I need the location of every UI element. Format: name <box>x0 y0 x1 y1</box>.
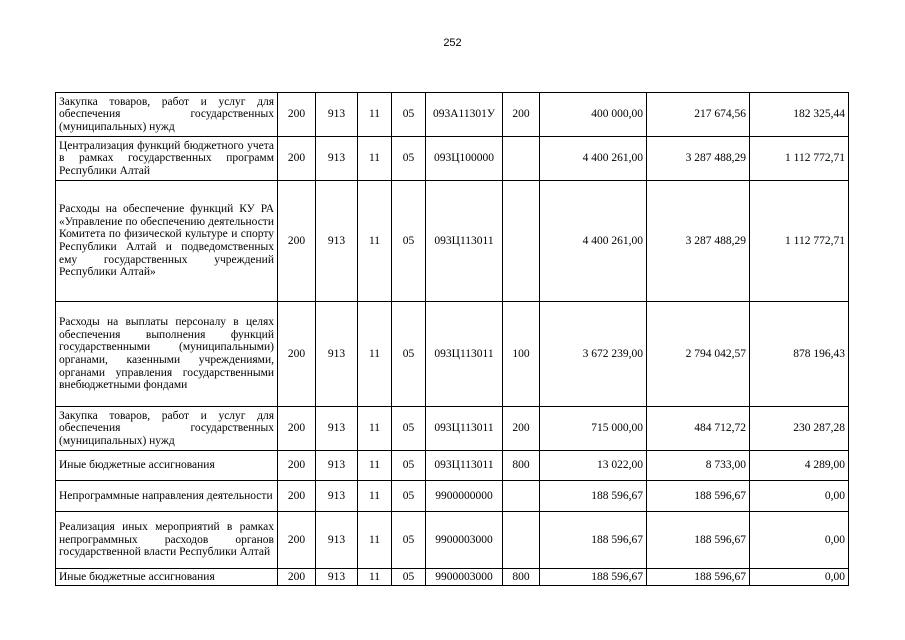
amount-planned: 4 400 261,00 <box>540 181 647 302</box>
code-section: 11 <box>358 302 392 407</box>
code-expense-type: 800 <box>503 569 540 586</box>
code-expense-type <box>503 481 540 512</box>
code-subsection: 05 <box>392 302 426 407</box>
code-expense-type: 800 <box>503 451 540 481</box>
table-row <box>56 137 849 181</box>
code-expense-type <box>503 137 540 181</box>
code-admin: 200 <box>278 481 316 512</box>
amount-remaining: 878 196,43 <box>750 302 849 407</box>
expense-name: Иные бюджетные ассигнования <box>56 451 278 481</box>
code-department: 913 <box>316 512 358 569</box>
code-department: 913 <box>316 451 358 481</box>
code-department: 913 <box>316 407 358 451</box>
code-subsection: 05 <box>392 181 426 302</box>
code-target-article: 093Ц100000 <box>426 137 503 181</box>
code-department: 913 <box>316 569 358 586</box>
code-section: 11 <box>358 181 392 302</box>
code-department: 913 <box>316 181 358 302</box>
code-department: 913 <box>316 481 358 512</box>
expense-name: Закупка товаров, работ и услуг для обеспечения государственных (муниципальных) нужд <box>56 93 278 137</box>
code-section: 11 <box>358 451 392 481</box>
table-row <box>56 481 849 512</box>
code-subsection: 05 <box>392 512 426 569</box>
code-admin: 200 <box>278 512 316 569</box>
code-admin: 200 <box>278 407 316 451</box>
expense-name: Реализация иных мероприятий в рамках непрограммных расходов органов государственной власти Республики Алтай <box>56 512 278 569</box>
code-expense-type: 200 <box>503 93 540 137</box>
code-target-article: 093Ц113011 <box>426 302 503 407</box>
code-admin: 200 <box>278 93 316 137</box>
amount-remaining: 0,00 <box>750 512 849 569</box>
amount-planned: 715 000,00 <box>540 407 647 451</box>
amount-planned: 188 596,67 <box>540 512 647 569</box>
amount-planned: 4 400 261,00 <box>540 137 647 181</box>
amount-planned: 400 000,00 <box>540 93 647 137</box>
table-row <box>56 512 849 569</box>
amount-remaining: 1 112 772,71 <box>750 137 849 181</box>
code-expense-type: 100 <box>503 302 540 407</box>
amount-remaining: 4 289,00 <box>750 451 849 481</box>
amount-planned: 188 596,67 <box>540 569 647 586</box>
table-row <box>56 569 849 586</box>
table-row <box>56 93 849 137</box>
amount-planned: 188 596,67 <box>540 481 647 512</box>
expense-name: Закупка товаров, работ и услуг для обеспечения государственных (муниципальных) нужд <box>56 407 278 451</box>
expense-name: Расходы на выплаты персоналу в целях обеспечения выполнения функций государственными (муниципальными) органами, казенными учреждениями, органами управления государственными внебюджетными фондами <box>56 302 278 407</box>
code-target-article: 9900000000 <box>426 481 503 512</box>
amount-executed: 188 596,67 <box>647 512 750 569</box>
amount-planned: 13 022,00 <box>540 451 647 481</box>
code-subsection: 05 <box>392 481 426 512</box>
amount-remaining: 230 287,28 <box>750 407 849 451</box>
expense-name: Непрограммные направления деятельности <box>56 481 278 512</box>
code-expense-type <box>503 512 540 569</box>
code-admin: 200 <box>278 451 316 481</box>
table-row <box>56 451 849 481</box>
amount-remaining: 0,00 <box>750 481 849 512</box>
expense-name: Расходы на обеспечение функций КУ РА «Управление по обеспечению деятельности Комитета по физической культуре и спорту Республики Алтай и подведомственных ему государственных учреждений Республики Алтай» <box>56 181 278 302</box>
code-department: 913 <box>316 302 358 407</box>
table-row <box>56 181 849 302</box>
code-department: 913 <box>316 93 358 137</box>
code-target-article: 093Ц113011 <box>426 451 503 481</box>
code-admin: 200 <box>278 137 316 181</box>
code-section: 11 <box>358 481 392 512</box>
code-admin: 200 <box>278 302 316 407</box>
code-admin: 200 <box>278 181 316 302</box>
code-subsection: 05 <box>392 137 426 181</box>
code-department: 913 <box>316 137 358 181</box>
amount-remaining: 0,00 <box>750 569 849 586</box>
amount-executed: 188 596,67 <box>647 569 750 586</box>
amount-remaining: 1 112 772,71 <box>750 181 849 302</box>
code-section: 11 <box>358 137 392 181</box>
amount-executed: 188 596,67 <box>647 481 750 512</box>
code-section: 11 <box>358 407 392 451</box>
code-subsection: 05 <box>392 451 426 481</box>
code-subsection: 05 <box>392 569 426 586</box>
amount-executed: 217 674,56 <box>647 93 750 137</box>
code-expense-type: 200 <box>503 407 540 451</box>
budget-table <box>55 92 849 586</box>
code-target-article: 9900003000 <box>426 569 503 586</box>
code-subsection: 05 <box>392 407 426 451</box>
amount-executed: 484 712,72 <box>647 407 750 451</box>
table-row <box>56 302 849 407</box>
code-subsection: 05 <box>392 93 426 137</box>
amount-executed: 3 287 488,29 <box>647 137 750 181</box>
code-section: 11 <box>358 569 392 586</box>
amount-executed: 8 733,00 <box>647 451 750 481</box>
amount-executed: 2 794 042,57 <box>647 302 750 407</box>
code-target-article: 9900003000 <box>426 512 503 569</box>
code-target-article: 093А11301У <box>426 93 503 137</box>
code-section: 11 <box>358 512 392 569</box>
code-section: 11 <box>358 93 392 137</box>
code-target-article: 093Ц113011 <box>426 407 503 451</box>
amount-planned: 3 672 239,00 <box>540 302 647 407</box>
code-expense-type <box>503 181 540 302</box>
page-number: 252 <box>443 37 462 49</box>
expense-name: Централизация функций бюджетного учета в рамках государственных программ Республики Алтай <box>56 137 278 181</box>
amount-executed: 3 287 488,29 <box>647 181 750 302</box>
amount-remaining: 182 325,44 <box>750 93 849 137</box>
code-target-article: 093Ц113011 <box>426 181 503 302</box>
expense-name: Иные бюджетные ассигнования <box>56 569 278 586</box>
table-row <box>56 407 849 451</box>
code-admin: 200 <box>278 569 316 586</box>
